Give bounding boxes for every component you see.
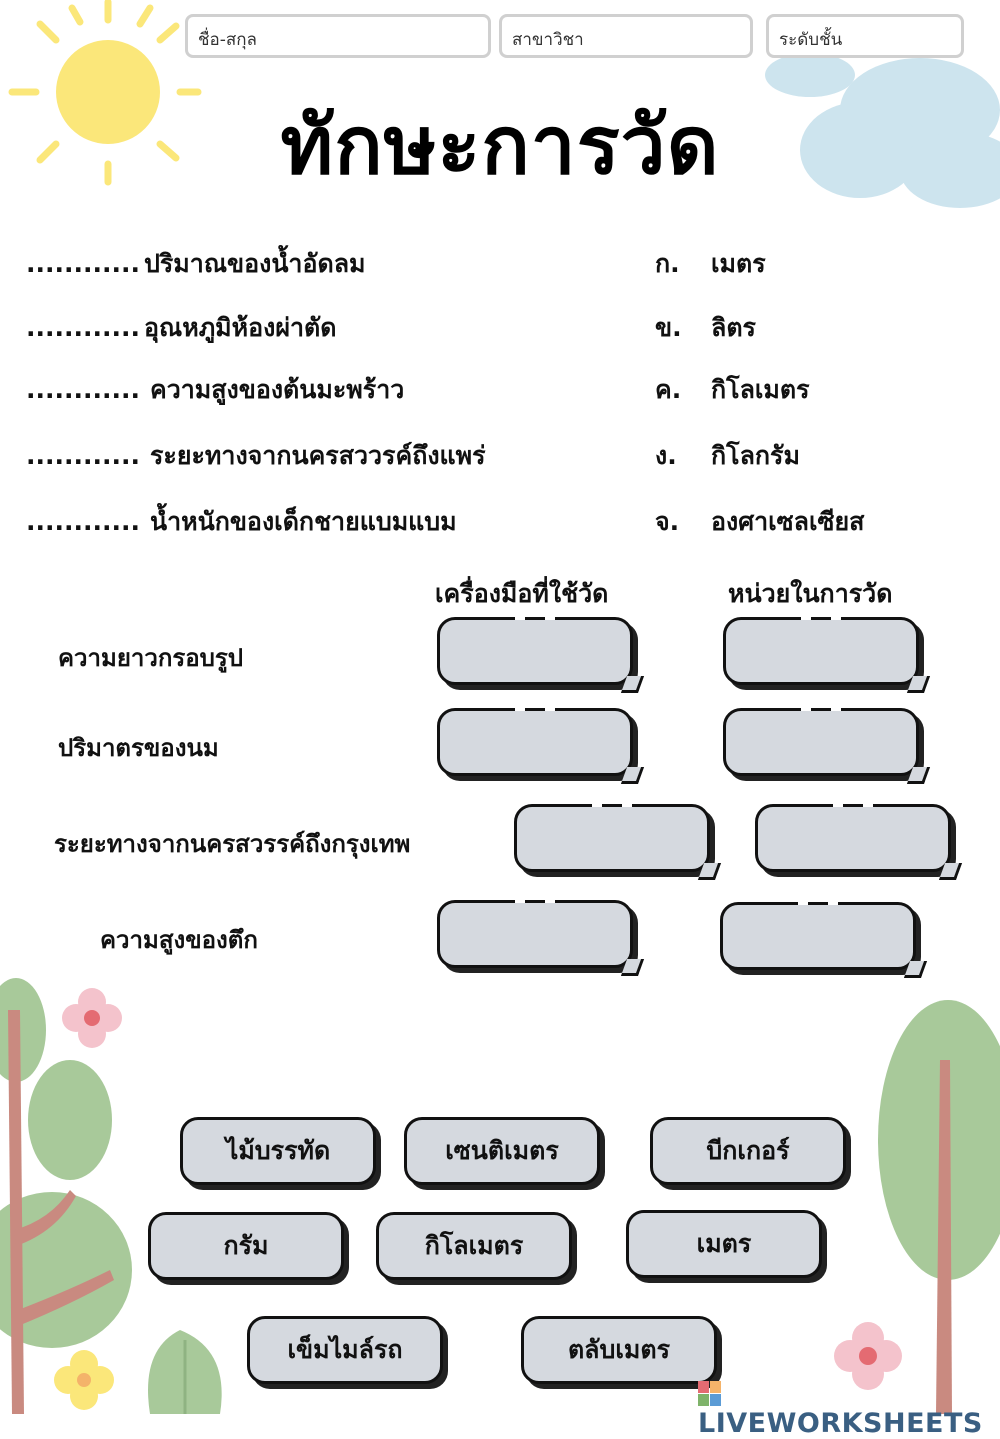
option-text: กิโลกรัม — [711, 441, 800, 470]
question-text: น้ำหนักของเด็กชายแบมแบม — [150, 507, 457, 536]
answer-blank[interactable]: ............ — [26, 507, 140, 536]
question-text: อุณหภูมิห้องผ่าตัด — [144, 313, 337, 342]
drop-box-unit[interactable] — [723, 708, 919, 776]
option-letter: จ. — [655, 507, 680, 536]
option-item — [655, 308, 756, 348]
option-letter: ง. — [655, 441, 677, 470]
row-label: ระยะทางจากนครสวรรค์ถึงกรุงเทพ — [54, 830, 411, 858]
question-row — [26, 436, 486, 476]
option-item — [655, 436, 800, 476]
question-row — [26, 244, 366, 284]
question-row — [26, 370, 404, 410]
question-text: ความสูงของต้นมะพร้าว — [150, 375, 405, 404]
drop-box-tool[interactable] — [437, 708, 633, 776]
row-label: ความสูงของตึก — [100, 926, 258, 954]
logo-mark-icon — [698, 1381, 722, 1407]
drop-box-unit[interactable] — [720, 902, 916, 970]
word-chip[interactable]: ตลับเมตร — [521, 1316, 717, 1384]
drop-box-tool[interactable] — [437, 900, 633, 968]
option-text: ลิตร — [711, 313, 756, 342]
column-header-unit: หน่วยในการวัด — [728, 579, 893, 608]
drop-box-unit[interactable] — [723, 617, 919, 685]
left-tree-icon — [0, 978, 132, 1414]
option-letter: ค. — [655, 375, 682, 404]
word-chip[interactable]: เซนติเมตร — [404, 1117, 600, 1185]
option-item — [655, 370, 810, 410]
name-field[interactable]: ชื่อ-สกุล — [185, 14, 491, 58]
option-letter: ก. — [655, 249, 680, 278]
question-text: ปริมาณของน้ำอัดลม — [144, 249, 366, 278]
answer-blank[interactable]: ............ — [26, 375, 140, 404]
logo-text: LIVEWORKSHEETS — [698, 1408, 983, 1439]
leaf-icon — [148, 1330, 222, 1414]
answer-blank[interactable]: ............ — [26, 249, 140, 278]
grade-field[interactable]: ระดับชั้น — [766, 14, 964, 58]
word-chip[interactable]: บีกเกอร์ — [650, 1117, 846, 1185]
question-text: ระยะทางจากนครสววรค์ถึงแพร่ — [150, 441, 486, 470]
column-header-tool: เครื่องมือที่ใช้วัด — [435, 579, 609, 608]
drop-box-tool[interactable] — [437, 617, 633, 685]
option-item — [655, 244, 766, 284]
liveworksheets-logo — [698, 1377, 1000, 1439]
option-letter: ข. — [655, 313, 682, 342]
word-chip[interactable]: กรัม — [148, 1212, 344, 1280]
word-chip[interactable]: กิโลเมตร — [376, 1212, 572, 1280]
word-chip[interactable]: เมตร — [626, 1210, 822, 1278]
option-text: องศาเซลเซียส — [711, 507, 865, 536]
subject-field[interactable]: สาขาวิชา — [499, 14, 753, 58]
page-title: ทักษะการวัด — [280, 99, 720, 192]
option-text: เมตร — [711, 249, 766, 278]
word-chip[interactable]: เข็มไมล์รถ — [247, 1316, 443, 1384]
row-label: ความยาวกรอบรูป — [58, 644, 244, 672]
question-row — [26, 502, 457, 542]
option-text: กิโลเมตร — [711, 375, 810, 404]
drop-box-tool[interactable] — [514, 804, 710, 872]
option-item — [655, 502, 864, 542]
drop-box-unit[interactable] — [755, 804, 951, 872]
question-row — [26, 308, 337, 348]
answer-blank[interactable]: ............ — [26, 441, 140, 470]
word-chip[interactable]: ไม้บรรทัด — [180, 1117, 376, 1185]
answer-blank[interactable]: ............ — [26, 313, 140, 342]
row-label: ปริมาตรของนม — [58, 734, 219, 762]
